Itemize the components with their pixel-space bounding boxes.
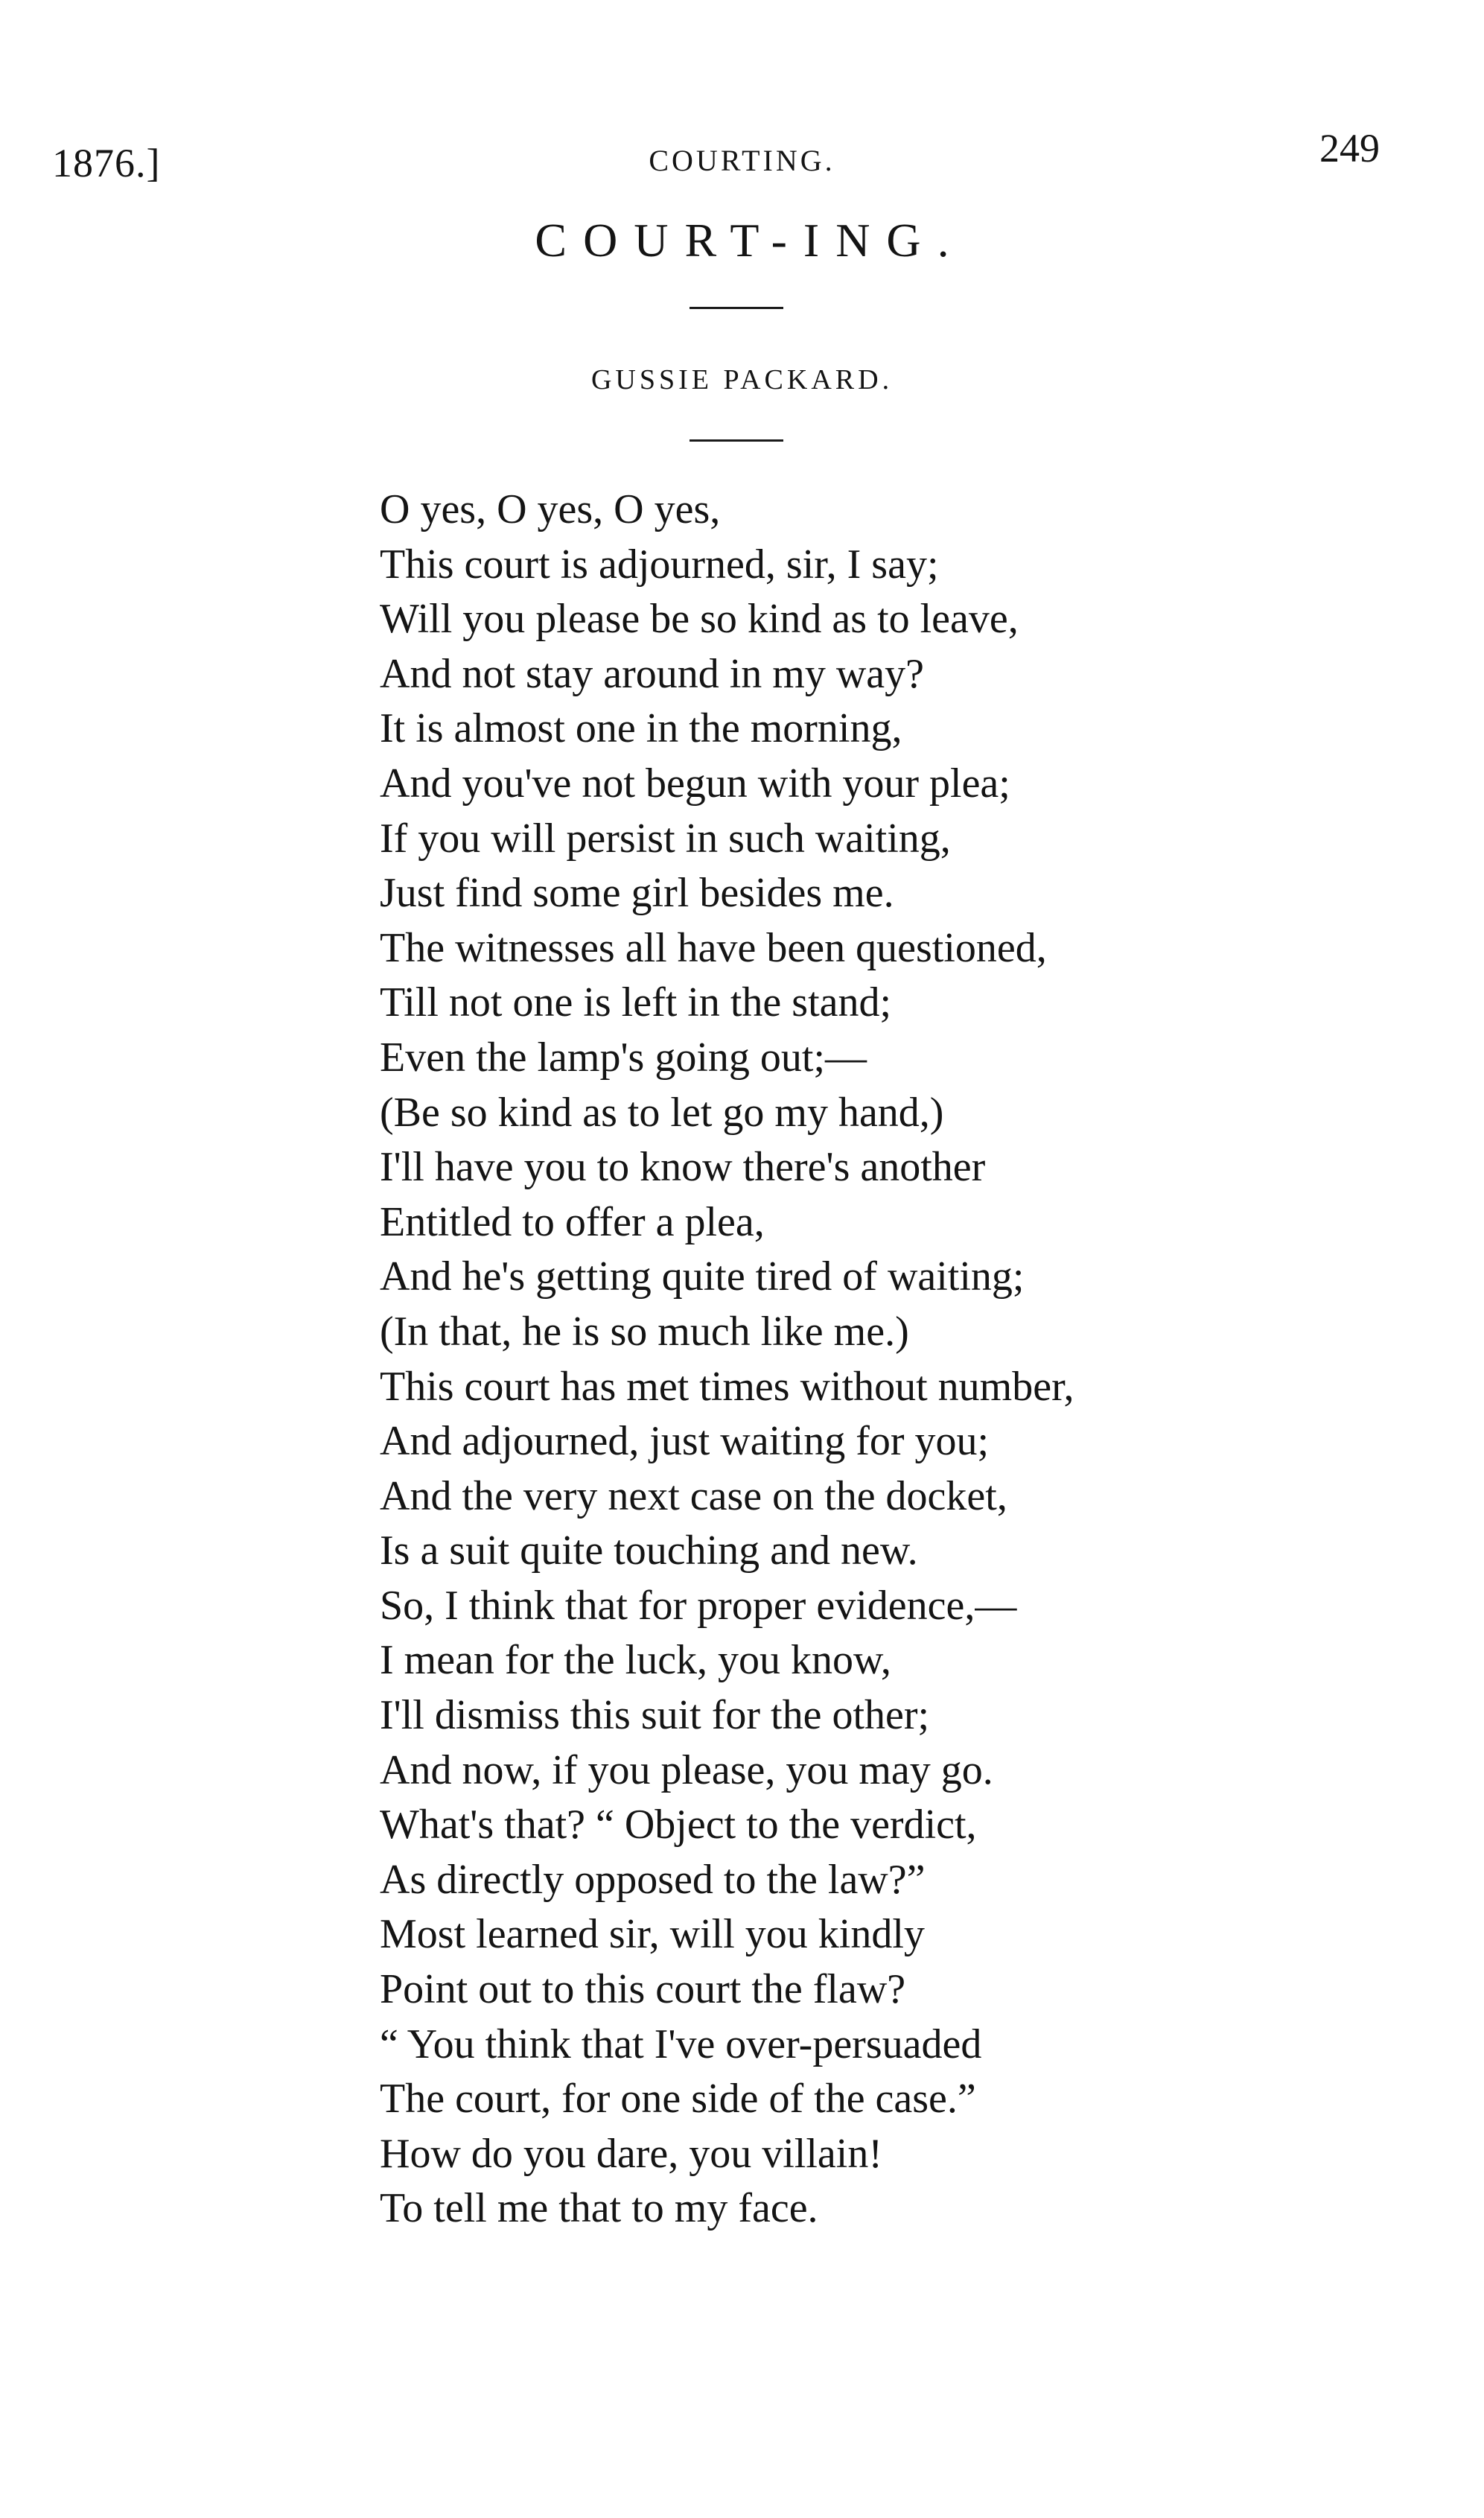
poem-line: And he's getting quite tired of waiting; <box>380 1253 1025 1300</box>
poem-line: The court, for one side of the case.” <box>380 2076 976 2123</box>
poem-line: Till not one is left in the stand; <box>380 979 892 1026</box>
poem-line: (Be so kind as to let go my hand,) <box>380 1089 944 1136</box>
poem-line: “ You think that I've over-persuaded <box>380 2021 982 2067</box>
poem-line: This court has met times without number, <box>380 1363 1074 1410</box>
poem-line: I mean for the luck, you know, <box>380 1637 891 1684</box>
poem-line: It is almost one in the morning, <box>380 705 902 752</box>
poem-line: Even the lamp's going out;— <box>380 1034 867 1081</box>
poem-line: To tell me that to my face. <box>380 2185 818 2232</box>
running-head-year: 1876.] <box>52 141 161 185</box>
poem-title: COURT-ING. <box>535 214 966 267</box>
divider-rule <box>690 307 783 309</box>
divider-rule <box>690 439 783 442</box>
page-number: 249 <box>1319 126 1380 171</box>
poem-line: Entitled to offer a plea, <box>380 1198 765 1245</box>
poem-line: I'll dismiss this suit for the other; <box>380 1692 930 1739</box>
poem-line: The witnesses all have been questioned, <box>380 924 1047 971</box>
poem-line: How do you dare, you villain! <box>380 2130 882 2177</box>
poem-line: And now, if you please, you may go. <box>380 1746 993 1793</box>
poem-line: As directly opposed to the law?” <box>380 1856 926 1903</box>
poem-line: I'll have you to know there's another <box>380 1144 986 1191</box>
poem-line: Most learned sir, will you kindly <box>380 1911 925 1958</box>
poem-line: And the very next case on the docket, <box>380 1472 1007 1519</box>
poem-line: Is a suit quite touching and new. <box>380 1527 918 1574</box>
poem-author: GUSSIE PACKARD. <box>590 364 894 395</box>
poem-line: And not stay around in my way? <box>380 650 924 697</box>
poem-line: If you will persist in such waiting, <box>380 815 951 862</box>
running-head <box>0 125 1484 185</box>
poem-line: And adjourned, just waiting for you; <box>380 1418 990 1465</box>
poem-line: What's that? “ Object to the verdict, <box>380 1802 977 1848</box>
poem-line: This court is adjourned, sir, I say; <box>380 541 939 588</box>
poem-line: Will you please be so kind as to leave, <box>380 596 1019 643</box>
poem-line: And you've not begun with your plea; <box>380 760 1010 807</box>
running-head-title: COURTING. <box>649 144 835 177</box>
poem-line: Just find some girl besides me. <box>380 870 894 917</box>
poem-line: O yes, O yes, O yes, <box>380 486 721 532</box>
poem-body <box>380 483 1363 2236</box>
poem-line: So, I think that for proper evidence,— <box>380 1582 1017 1629</box>
poem-line: Point out to this court the flaw? <box>380 1966 906 2013</box>
poem-line: (In that, he is so much like me.) <box>380 1308 909 1355</box>
